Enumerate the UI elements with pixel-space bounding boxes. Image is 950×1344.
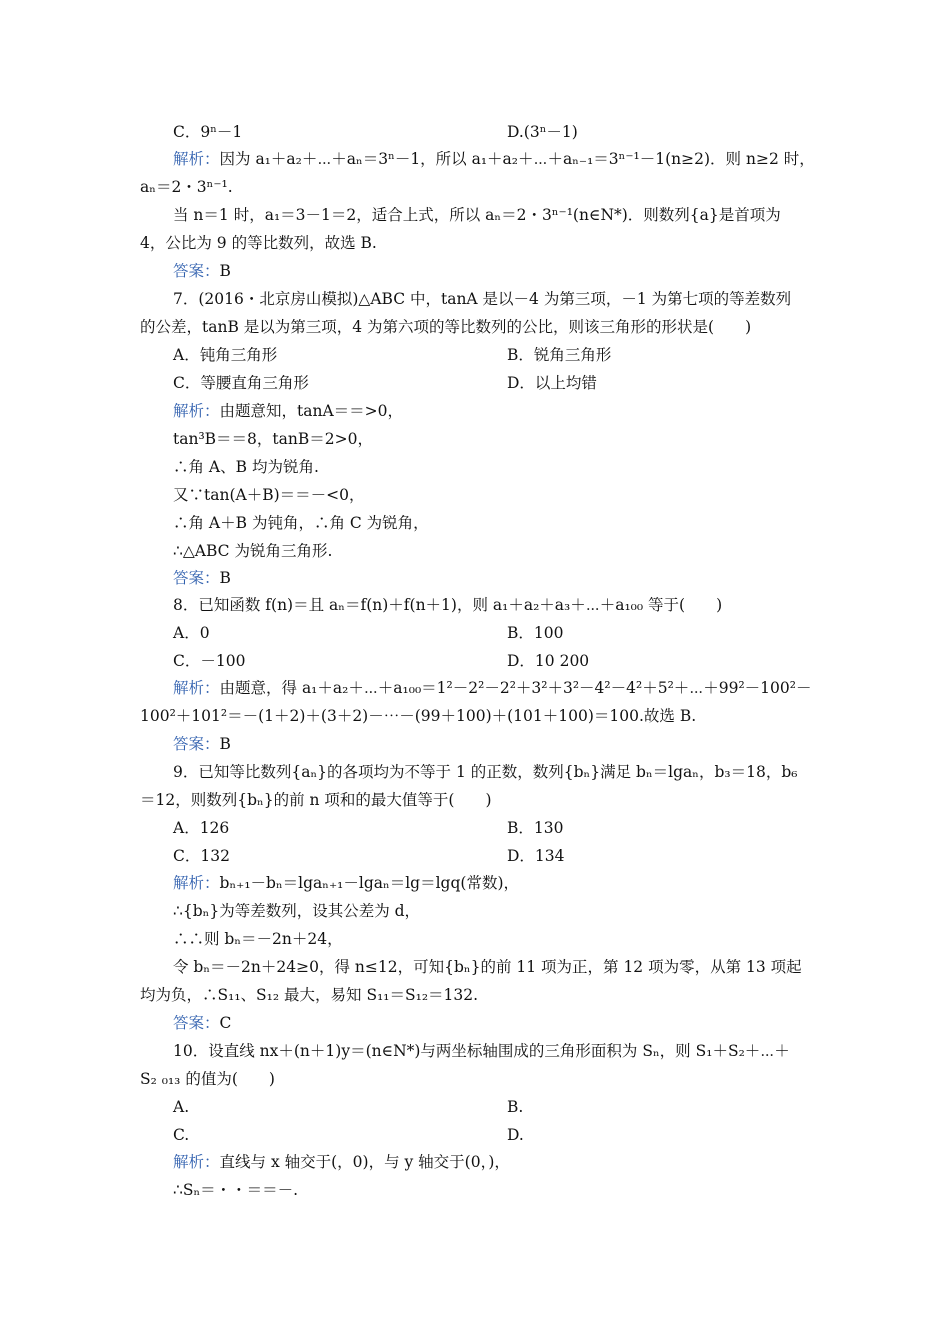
line-text: 9．已知等比数列{aₙ}的各项均为不等于 1 的正数，数列{bₙ}满足 bₙ＝lgaₙ，b₃＝18，b₆ <box>173 763 798 781</box>
line-text: A．钝角三角形 <box>173 346 278 364</box>
line-text: C．9ⁿ－1 <box>173 123 243 141</box>
line-text: aₙ＝2・3ⁿ⁻¹. <box>140 178 233 196</box>
line-text: A. <box>173 1098 190 1116</box>
section-label: 答案： <box>173 735 220 753</box>
line-text: 直线与 x 轴交于(，0)，与 y 轴交于(0，)， <box>219 1153 510 1171</box>
text-line-l38 <box>173 1151 510 1173</box>
line-text: 由题意知，tanA＝＝>0， <box>219 402 404 420</box>
line-text: B <box>219 262 231 280</box>
text-line-l06 <box>173 260 231 282</box>
line-text: ∴∴则 bₙ＝－2n＋24， <box>173 930 343 948</box>
text-line-l19 <box>173 622 210 644</box>
text-line-l25 <box>140 789 492 811</box>
line-text: D. <box>507 1126 524 1144</box>
section-label: 解析： <box>173 402 220 420</box>
line-text: ∴角 A＋B 为钝角，∴角 C 为锐角， <box>173 514 429 532</box>
text-line-l20 <box>173 650 245 672</box>
text-line-l11 <box>173 400 403 422</box>
section-label: 解析： <box>173 679 220 697</box>
text-line-l31 <box>173 956 802 978</box>
text-line-l02 <box>173 148 815 170</box>
text-line-l26 <box>173 817 229 839</box>
line-text: bₙ₊₁－bₙ＝lgaₙ₊₁－lgaₙ＝lg＝lgq(常数)， <box>219 874 519 892</box>
text-line-l28 <box>173 872 519 894</box>
line-text: B．100 <box>507 624 564 642</box>
line-text: C．－100 <box>173 652 246 670</box>
line-text: 当 n＝1 时，a₁＝3－1＝2，适合上式，所以 aₙ＝2・3ⁿ⁻¹(n∈N*)．则数列{a}是首项为 <box>173 206 781 224</box>
text-line-l36 <box>173 1096 189 1118</box>
line-text: C. <box>173 1126 190 1144</box>
text-line-l05 <box>140 232 377 254</box>
text-line-l33 <box>173 1012 231 1034</box>
text-line-l29 <box>173 900 420 922</box>
line-text: 10．设直线 nx＋(n＋1)y＝(n∈N*)与两坐标轴围成的三角形面积为 Sₙ，则 S₁＋S₂＋⋯＋ <box>173 1042 790 1060</box>
text-line-l08 <box>140 316 751 338</box>
line-text: D．以上均错 <box>507 374 597 392</box>
line-text: ∴{bₙ}为等差数列，设其公差为 d， <box>173 902 421 920</box>
line-text: 8．已知函数 f(n)＝且 aₙ＝f(n)＋f(n＋1)，则 a₁＋a₂＋a₃＋⋯＋a₁₀₀ 等于( ) <box>173 596 723 614</box>
line-text: 因为 a₁＋a₂＋⋯＋aₙ＝3ⁿ－1，所以 a₁＋a₂＋⋯＋aₙ₋₁＝3ⁿ⁻¹－1(n≥2)．则 n≥2 时， <box>219 150 815 168</box>
text-line-l23 <box>173 733 231 755</box>
text-line-l34 <box>173 1040 790 1062</box>
section-label: 答案： <box>173 569 220 587</box>
line-text: 4，公比为 9 的等比数列，故选 B. <box>140 234 377 252</box>
text-line-l27 <box>173 845 230 867</box>
text-line-l26b <box>507 817 563 839</box>
text-line-l35 <box>140 1068 275 1090</box>
text-line-l30 <box>173 928 343 950</box>
text-line-l21 <box>173 677 811 699</box>
line-text: B．130 <box>507 819 564 837</box>
line-text: ∴角 A、B 均为锐角. <box>173 458 319 476</box>
line-text: 由题意，得 a₁＋a₂＋⋯＋a₁₀₀＝1²－2²－2²＋3²＋3²－4²－4²＋5²＋⋯＋99²－100²－ <box>219 679 812 697</box>
line-text: D．134 <box>507 847 565 865</box>
text-line-l36b <box>507 1096 523 1118</box>
section-label: 解析： <box>173 1153 220 1171</box>
line-text: C．等腰直角三角形 <box>173 374 309 392</box>
line-text: tan³B＝＝8，tanB＝2>0， <box>173 430 373 448</box>
line-text: C <box>219 1014 232 1032</box>
text-line-l14 <box>173 484 364 506</box>
section-label: 解析： <box>173 874 220 892</box>
text-line-l13 <box>173 456 319 478</box>
line-text: D.(3ⁿ－1) <box>507 123 578 141</box>
line-text: 7．(2016・北京房山模拟)△ABC 中，tanA 是以－4 为第三项，－1 为第七项的等差数列 <box>173 290 792 308</box>
line-text: 又∵tan(A＋B)＝＝－<0， <box>173 486 365 504</box>
text-line-l37 <box>173 1124 189 1146</box>
line-text: B．锐角三角形 <box>507 346 612 364</box>
text-line-l01 <box>173 121 242 143</box>
line-text: A．0 <box>173 624 210 642</box>
line-text: B <box>219 569 231 587</box>
text-line-l15 <box>173 512 429 534</box>
line-text: A．126 <box>173 819 230 837</box>
section-label: 解析： <box>173 150 220 168</box>
text-line-l07 <box>173 288 791 310</box>
line-text: S₂ ₀₁₃ 的值为( ) <box>140 1070 275 1088</box>
text-line-l32 <box>140 984 478 1006</box>
line-text: B. <box>507 1098 524 1116</box>
line-text: 均为负，∴S₁₁、S₁₂ 最大，易知 S₁₁＝S₁₂＝132. <box>140 986 479 1004</box>
line-text: ∴Sₙ＝・・＝＝－. <box>173 1181 299 1199</box>
line-text: ＝12，则数列{bₙ}的前 n 项和的最大值等于( ) <box>140 791 492 809</box>
line-text: 令 bₙ＝－2n＋24≥0，得 n≤12，可知{bₙ}的前 11 项为正，第 12 项为零，从第 13 项起 <box>173 958 802 976</box>
line-text: 100²＋101²＝－(1＋2)＋(3＋2)－⋯－(99＋100)＋(101＋100)＝100.故选 B. <box>140 707 697 725</box>
text-line-l16 <box>173 540 332 562</box>
text-line-l03 <box>140 176 233 198</box>
text-line-l24 <box>173 761 797 783</box>
line-text: ∴△ABC 为锐角三角形. <box>173 542 333 560</box>
text-line-l10 <box>173 372 309 394</box>
text-line-l09b <box>507 344 611 366</box>
text-line-l20b <box>507 650 589 672</box>
section-label: 答案： <box>173 1014 220 1032</box>
text-line-l39 <box>173 1179 298 1201</box>
text-line-l19b <box>507 622 563 644</box>
line-text: 的公差，tanB 是以为第三项，4 为第六项的等比数列的公比，则该三角形的形状是( ) <box>140 318 752 336</box>
text-line-l09 <box>173 344 277 366</box>
text-line-l12 <box>173 428 373 450</box>
text-line-l01b <box>507 121 578 143</box>
line-text: D．10 200 <box>507 652 590 670</box>
text-line-l22 <box>140 705 696 727</box>
text-line-l27b <box>507 845 565 867</box>
text-line-l17 <box>173 567 231 589</box>
text-line-l04 <box>173 204 781 226</box>
text-line-l18 <box>173 594 722 616</box>
text-line-l37b <box>507 1124 524 1146</box>
text-line-l10b <box>507 372 597 394</box>
section-label: 答案： <box>173 262 220 280</box>
line-text: C．132 <box>173 847 230 865</box>
line-text: B <box>219 735 231 753</box>
